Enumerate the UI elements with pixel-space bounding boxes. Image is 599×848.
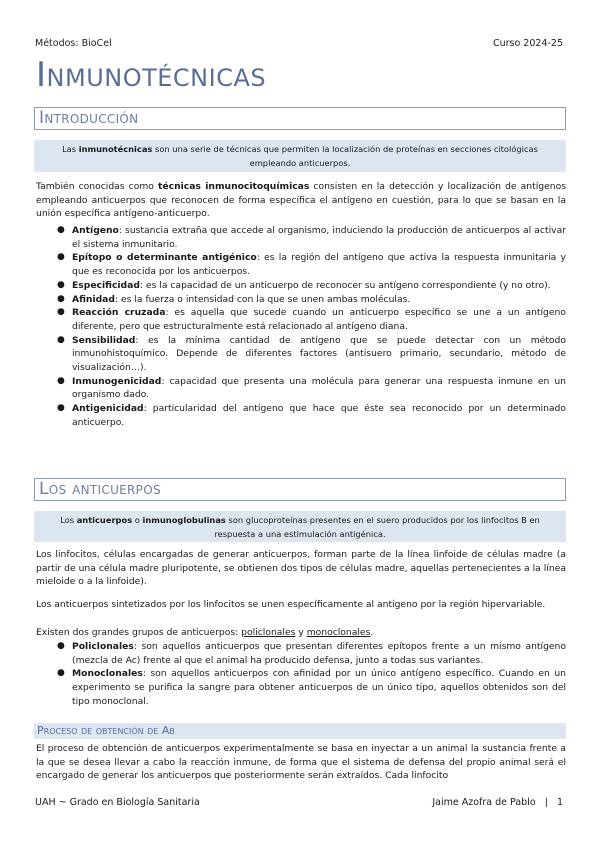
proceso-paragraph: El proceso de obtención de anticuerpos experimentalmente se basa en inyectar a un animal la sustancia frente a la que se desea llevar a cabo la reacción inmune, de forma que el sistema de defensa del propio animal será el encargado de generar los anticuerpos que posteriormente serán extraídos. Cada linfocito [36, 743, 566, 782]
bullet-text: : es la mínima cantidad de antígeno que se puede detectar con un método inmunohistoquímico. Depende de diferentes factores (antisuero primario, secundario, método de visualización…). [72, 334, 566, 374]
section-heading-introduccion: Introducción [34, 107, 566, 130]
bullet-term: Epítopo o determinante antigénico [72, 252, 257, 264]
bullet-item [36, 667, 566, 708]
bullet-dot-icon: ● [57, 293, 65, 304]
box-text: Las [62, 144, 79, 154]
definition-box-anticuerpos [34, 511, 566, 542]
box-text: Los [60, 515, 77, 525]
bullet-dot-icon: ● [57, 307, 65, 318]
bullet-dot-icon: ● [57, 252, 65, 263]
bullet-dot-icon: ● [57, 225, 65, 235]
bullet-item [36, 402, 566, 429]
bullet-item [36, 334, 566, 375]
bullet-dot-icon: ● [57, 668, 65, 679]
bullet-text: : capacidad que presenta una molécula para generar una respuesta inmune en un organismo dado. [72, 375, 566, 401]
para-underlined-term: policlonales [241, 627, 296, 638]
para-term: técnicas inmunocitoquímicas [158, 181, 310, 192]
bullet-item [36, 640, 566, 667]
footer-right: Jaime Azofra de Pablo | 1 [432, 797, 563, 808]
bullet-text: : es la capacidad de un anticuerpo de reconocer su antígeno correspondiente (y no otro). [139, 279, 551, 291]
box-term: inmunotécnicas [78, 144, 153, 154]
bullet-term: Monoclonales [72, 668, 143, 680]
bullet-dot-icon: ● [57, 641, 65, 651]
bullet-text: : son aquellos anticuerpos con afinidad por un único antígeno específico. Cuando en un experimento se purifica la sangre para obtener anticuerpos de un único tipo, aquellos obtenidos son del tipo monoclonal. [72, 668, 566, 707]
bullet-item [36, 279, 566, 293]
bullet-term: Afinidad [72, 293, 115, 305]
bullet-dot-icon: ● [57, 279, 65, 290]
box-text: son una serie de técnicas que permiten la localización de proteínas en secciones citológicas empleando anticuerpos. [152, 144, 538, 168]
bullet-term: Sensibilidad [72, 334, 136, 346]
para-text: y [295, 627, 307, 638]
para-underlined-term: monoclonales [306, 627, 371, 638]
para-text: Existen dos grandes grupos de anticuerpos: [36, 627, 242, 638]
bullet-term: Especificidad [72, 279, 140, 291]
box-term: anticuerpos [76, 515, 133, 525]
section-heading-anticuerpos: Los anticuerpos [34, 478, 566, 501]
bullet-item [36, 375, 566, 402]
bullet-text: : particularidad del antígeno que hace que éste sea reconocido por un determinado anticuerpo. [72, 403, 566, 428]
bullet-term: Reacción cruzada [72, 307, 166, 319]
bullet-dot-icon: ● [57, 375, 65, 386]
bullet-text: : son aquellos anticuerpos que presentan diferentes epítopos frente a un mismo antígeno (mezcla de Ac) frente al que el animal ha producido defensa, junto a todas sus variantes. [72, 641, 566, 666]
bullet-item [36, 224, 566, 251]
bullet-term: Antigenicidad [72, 403, 144, 415]
bullet-text: : es la región del antígeno que activa la respuesta inmunitaria y que es reconocida por los anticuerpos. [72, 252, 566, 278]
anticuerpos-bullet-list [36, 640, 566, 709]
anticuerpos-paragraph-2: Los anticuerpos sintetizados por los linfocitos se unen específicamente al antígeno por la región hipervariable. [36, 599, 546, 610]
definition-box-inmunotecnicas [34, 140, 566, 172]
para-text: . [370, 627, 374, 638]
subsection-heading-proceso: Proceso de obtención de Ab [34, 723, 566, 739]
box-text: son glucoproteínas presentes en el suero producidos por los linfocitos B en respuesta a una estimulación antigénica. [214, 515, 540, 539]
header-subject: Métodos: BioCel [35, 38, 112, 49]
footer-left: UAH ~ Grado en Biología Sanitaria [35, 797, 200, 808]
para-text: consisten en la detección y localización de antígenos empleando anticuerpos que reconocen de forma específica el antígeno en cuestión, para lo que se basan en la unión específica antígeno-anticuerpo. [36, 181, 566, 220]
box-term: inmunoglobulinas [142, 515, 226, 525]
bullet-item [36, 306, 566, 333]
bullet-term: Policlonales [72, 641, 134, 652]
intro-bullet-list [36, 224, 566, 430]
bullet-text: : sustancia extraña que accede al organismo, induciendo la producción de anticuerpos al activar el sistema inmunitario. [72, 225, 566, 250]
box-text: o [132, 515, 143, 525]
bullet-term: Inmunogenicidad [72, 375, 162, 387]
bullet-term: Antígeno [72, 225, 119, 236]
bullet-item [36, 251, 566, 278]
intro-paragraph [36, 180, 566, 221]
bullet-text: : es aquella que sucede cuando un anticuerpo específico se une a un antígeno diferente, pero que estructuralmente está relacionado al antígeno diana. [72, 307, 566, 332]
bullet-dot-icon: ● [57, 334, 65, 345]
para-text: También conocidas como [36, 181, 159, 192]
page-title: Inmunotécnicas [36, 55, 267, 95]
bullet-item [36, 293, 566, 307]
bullet-text: : es la fuerza o intensidad con la que se unen ambas moléculas. [114, 293, 411, 305]
header-course: Curso 2024-25 [492, 38, 563, 49]
anticuerpos-paragraph-1: Los linfocitos, células encargadas de generar anticuerpos, forman parte de la línea linfoide de células madre (a partir de una célula madre pluripotente, se obtienen dos tipos de células madre, aquellas pertenecientes a la línea mieloide o a la linfoide). [36, 549, 566, 588]
bullet-dot-icon: ● [57, 403, 65, 414]
anticuerpos-paragraph-3 [36, 626, 566, 640]
